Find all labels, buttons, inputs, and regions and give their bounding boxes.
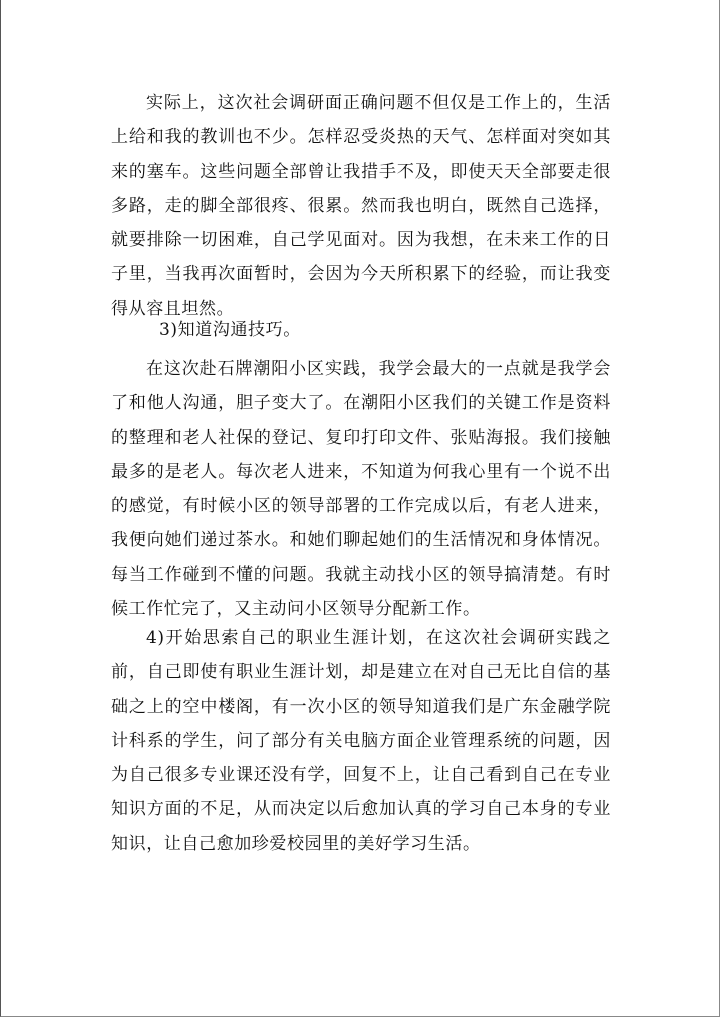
paragraph-career-planning: 4)开始思索自己的职业生涯计划，在这次社会调研实践之前，自己即使有职业生涯计划，却是建立在对自己无比自信的基础之上的空中楼阁，有一次小区的领导知道我们是广东金融学院计科系的学生，问了部分有关电脑方面企业管理系统的问题，因为自己很多专业课还没有学，回复不上，让自己看到自己在专业知识方面的不足，从而决定以后愈加认真的学习自己本身的专业知识，让自己愈加珍爱校园里的美好学习生活。 bbox=[111, 628, 611, 854]
paragraph-work-and-life-lessons: 实际上，这次社会调研面正确问题不但仅是工作上的，生活上给和我的教训也不少。怎样忍受炎热的天气、怎样面对突如其来的塞车。这些问题全部曾让我措手不及，即使天天全部要走很多路，走的脚全部很疼、很累。然而我也明白，既然自己选择，就要排除一切困难，自己学见面对。因为我想，在未来工作的日子里，当我再次面暂时，会因为今天所积累下的经验，而让我变得从容且坦然。 bbox=[111, 93, 611, 319]
section-heading-communication-skills: 3)知道沟通技巧。 bbox=[159, 320, 301, 340]
paragraph-community-practice: 在这次赴石牌潮阳小区实践，我学会最大的一点就是我学会了和他人沟通，胆子变大了。在潮阳小区我们的关键工作是资料的整理和老人社保的登记、复印打印文件、张贴海报。我们接触最多的是老人。每次老人进来，不知道为何我心里有一个说不出的感觉，有时候小区的领导部署的工作完成以后，有老人进来，我便向她们递过茶水。和她们聊起她们的生活情况和身体情况。每当工作碰到不懂的问题。我就主动找小区的领导搞清楚。有时候工作忙完了，又主动问小区领导分配新工作。 bbox=[111, 359, 611, 620]
